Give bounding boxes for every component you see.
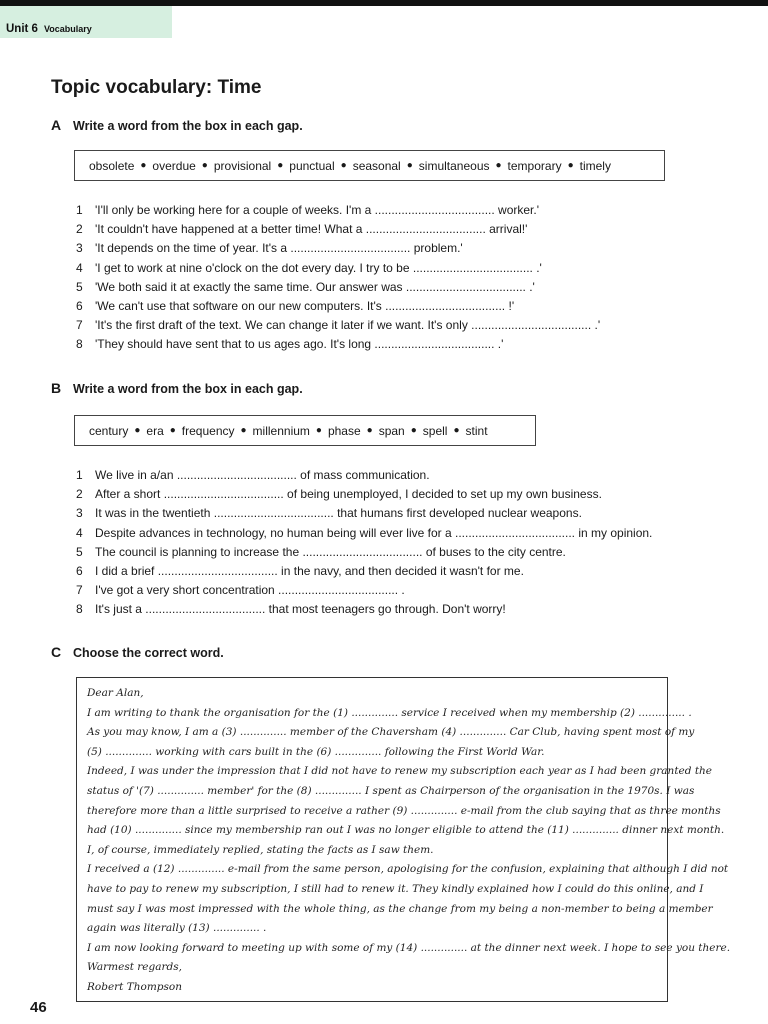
bullet-separator: ● [277, 160, 284, 171]
letter-line: As you may know, I am a (3) .............. member of the Chaversham (4) .............. Car Club, having spent most of my [87, 726, 695, 739]
section-instruction: Write a word from the box in each gap. [73, 382, 303, 396]
item-number: 7 [76, 583, 83, 598]
box-word: punctual [289, 158, 335, 173]
box-word: millennium [252, 423, 310, 438]
item-text: 'I get to work at nine o'clock on the dot every day. I try to be .................................... .' [95, 260, 542, 275]
item-number: 4 [76, 525, 83, 540]
item-text: 'They should have sent that to us ages ago. It's long .................................... .' [95, 337, 504, 352]
box-word: overdue [152, 158, 196, 173]
letter-line: have to pay to renew my subscription, I still had to renew it. They kindly explained how I could do this online, and I [87, 883, 704, 895]
letter-line: I am now looking forward to meeting up with some of my (14) .............. at the dinner next week. I hope to see you there. [87, 941, 731, 954]
bullet-separator: ● [410, 425, 417, 436]
item-text: 'It couldn't have happened at a better time! What a .................................... arrival!' [95, 222, 528, 237]
exercise-item [76, 299, 514, 313]
letter-line: Robert Thompson [87, 981, 182, 993]
exercise-item [76, 545, 566, 559]
bullet-separator: ● [140, 160, 147, 171]
box-word: phase [327, 423, 361, 438]
section-letter: B [51, 380, 62, 396]
page-number: 46 [30, 999, 47, 1016]
item-text: Despite advances in technology, no human being will ever live for a .................................... in my opinion. [95, 525, 653, 540]
item-text: I did a brief .................................... in the navy, and then decided it wasn't for me. [95, 564, 524, 578]
item-number: 1 [76, 203, 83, 217]
box-word: frequency [181, 423, 235, 438]
box-word: temporary [507, 158, 562, 173]
exercise-item [76, 241, 463, 255]
item-text: We live in a/an .................................... of mass communication. [95, 468, 430, 482]
item-number: 2 [76, 222, 83, 237]
item-number: 4 [76, 260, 83, 275]
bullet-separator: ● [169, 425, 176, 436]
item-text: 'It's the first draft of the text. We can change it later if we want. It's only .................................... .' [95, 318, 601, 333]
letter-line: (5) .............. working with cars built in the (6) .............. following the First World War. [87, 745, 545, 758]
letter-line: Indeed, I was under the impression that I did not have to renew my subscription each year as I had been granted the [87, 765, 713, 778]
bullet-separator: ● [340, 160, 347, 171]
exercise-item [76, 564, 524, 578]
bullet-separator: ● [240, 425, 247, 436]
letter-line: status of '(7) .............. member' for the (8) .............. I spent as Chairperson of the organisation in the 1970s. I was [87, 785, 695, 797]
item-text: 'I'll only be working here for a couple of weeks. I'm a .................................... worker.' [95, 203, 539, 217]
exercise-item [76, 280, 535, 294]
word-box-b [74, 415, 536, 446]
letter-line: I, of course, immediately replied, stating the facts as I saw them. [87, 843, 434, 856]
item-number: 8 [76, 602, 83, 617]
item-text: It's just a .................................... that most teenagers go through. Don't worry! [95, 602, 506, 617]
section-c-heading [51, 644, 224, 660]
box-word: simultaneous [418, 158, 490, 173]
exercise-item [76, 526, 652, 540]
item-number: 6 [76, 299, 83, 313]
word-box-a [74, 150, 665, 181]
item-number: 5 [76, 279, 83, 294]
item-number: 3 [76, 506, 83, 521]
letter-line: again was literally (13) .............. . [87, 922, 267, 935]
section-instruction: Write a word from the box in each gap. [73, 119, 303, 133]
item-number: 3 [76, 241, 83, 256]
item-text: The council is planning to increase the .................................... of buses to the city centre. [95, 544, 566, 559]
section-instruction: Choose the correct word. [73, 646, 224, 660]
bullet-separator: ● [315, 425, 322, 436]
exercise-item [76, 487, 602, 501]
exercise-item [76, 583, 405, 597]
item-number: 5 [76, 544, 83, 559]
box-word: timely [579, 158, 611, 173]
box-word: century [89, 423, 129, 438]
letter-line: had (10) .............. since my membership ran out I was no longer eligible to attend the (11) .............. dinner next month. [87, 824, 725, 837]
letter-line: must say I was most impressed with the whole thing, as the change from my being a non-member to being a member [87, 902, 713, 915]
bullet-separator: ● [366, 425, 373, 436]
box-word: span [378, 423, 405, 438]
exercise-item [76, 337, 503, 351]
bullet-separator: ● [495, 160, 502, 171]
item-text: After a short .................................... of being unemployed, I decided to set up my own business. [95, 487, 602, 502]
letter-line: Dear Alan, [87, 687, 144, 699]
box-word: stint [465, 423, 488, 438]
bullet-separator: ● [453, 425, 460, 436]
letter-line: I am writing to thank the organisation for the (1) .............. service I received when my membership (2) .............. . [87, 706, 692, 719]
item-text: 'We can't use that software on our new computers. It's .................................... !' [95, 299, 515, 313]
exercise-item [76, 261, 542, 275]
item-text: 'It depends on the time of year. It's a .................................... problem.' [95, 241, 463, 256]
bullet-separator: ● [201, 160, 208, 171]
item-number: 2 [76, 487, 83, 502]
item-text: 'We both said it at exactly the same time. Our answer was .................................... .' [95, 279, 535, 294]
exercise-item [76, 602, 506, 616]
box-word: obsolete [89, 158, 135, 173]
item-text: I've got a very short concentration .................................... . [95, 583, 405, 598]
item-number: 7 [76, 318, 83, 333]
exercise-item [76, 222, 527, 236]
unit-label [6, 23, 92, 35]
letter-line: Warmest regards, [87, 961, 182, 974]
box-word: seasonal [352, 158, 401, 173]
exercise-item [76, 506, 582, 520]
box-word: provisional [213, 158, 272, 173]
bullet-separator: ● [567, 160, 574, 171]
section-letter: A [51, 117, 62, 133]
exercise-item [76, 468, 430, 482]
exercise-item [76, 203, 539, 217]
exercise-item [76, 318, 600, 332]
letter-line: I received a (12) .............. e-mail from the same person, apologising for the confusion, explaining that although I did not [87, 863, 729, 876]
unit-tab [0, 6, 172, 38]
box-word: era [146, 423, 164, 438]
section-a-heading [51, 117, 303, 133]
letter-line: therefore more than a little surprised to receive a rather (9) .............. e-mail from the club saying that as three months [87, 804, 721, 817]
section-letter: C [51, 644, 62, 660]
item-number: 6 [76, 564, 83, 578]
bullet-separator: ● [134, 425, 141, 436]
unit-section: Vocabulary [43, 24, 92, 34]
bullet-separator: ● [406, 160, 413, 171]
page-title: Topic vocabulary: Time [51, 77, 262, 98]
section-b-heading [51, 380, 303, 396]
box-word: spell [422, 423, 448, 438]
item-number: 1 [76, 468, 83, 482]
item-text: It was in the twentieth .................................... that humans first developed nuclear weapons. [95, 506, 582, 521]
unit-number: Unit 6 [6, 23, 38, 35]
item-number: 8 [76, 337, 83, 352]
